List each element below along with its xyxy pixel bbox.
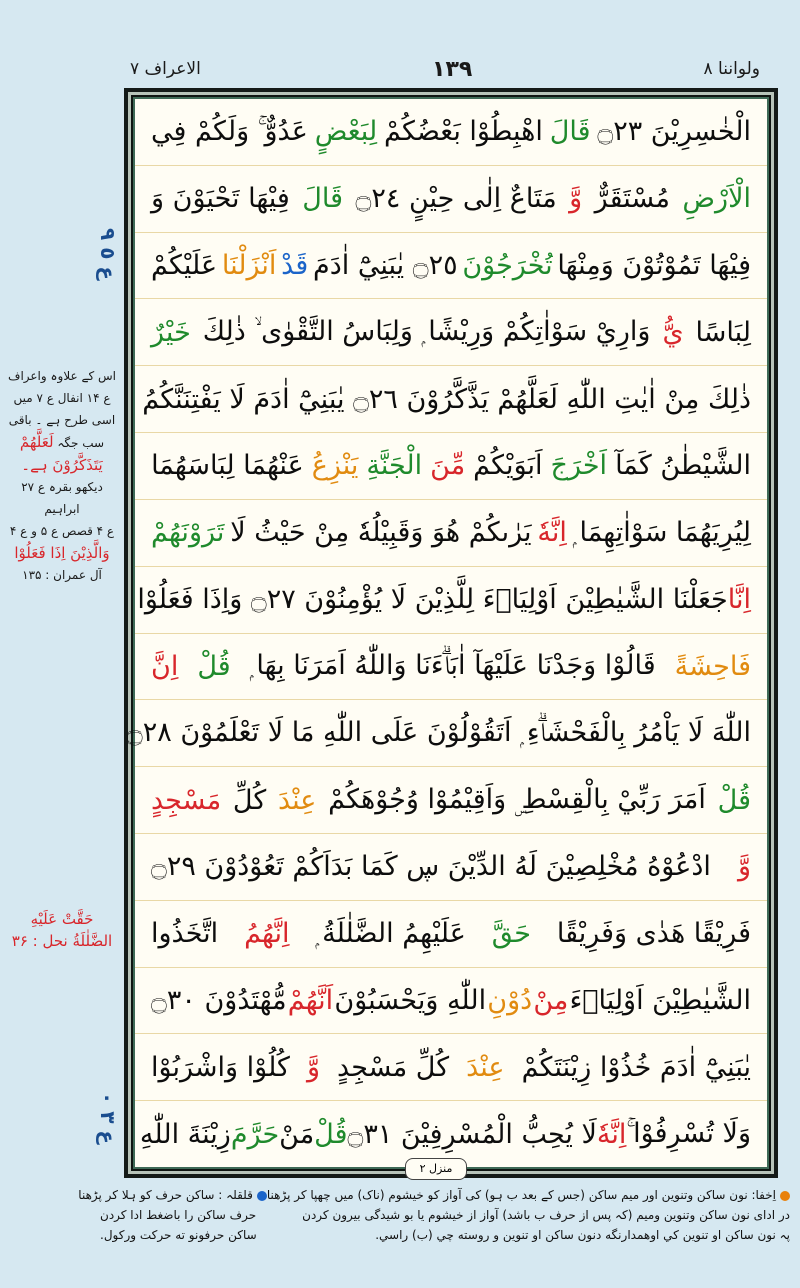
mushaf-frame (124, 88, 778, 1178)
text-segment: اَنَّهُمْ (287, 984, 334, 1016)
note-line: آل عمران : ۱۳۵ (22, 568, 102, 582)
text-segment: فَرِيْقًا هَدٰى وَفَرِيْقًا (556, 918, 751, 950)
text-line (135, 834, 767, 901)
ikhfa-rule-pashto: پہ نون ساکن او تنوین کي اوهمدارنگه دنون ساکن او تنوین و روسته چي (ب) راسي. (375, 1228, 790, 1242)
text-segment: تَرَوْنَهُمْ (151, 517, 225, 549)
text-segment: زِيْنَةَ اللّٰهِ (139, 1118, 231, 1150)
ikhfa-rule-persian: در ادای نون ساکن وتنوین ومیم (کہ پس از حرف ب باشد) آواز از خیشوم یا بو شیدگی بیرون کردن (302, 1208, 790, 1222)
text-segment: اِنَّهٗ (537, 517, 567, 549)
text-segment: لِبَاسًا (695, 316, 751, 348)
margin-note-2 (4, 908, 120, 952)
text-segment: مِّنَ (430, 450, 466, 482)
text-segment: قُلْ (197, 650, 231, 682)
text-segment: كُلُوْا وَاشْرَبُوْا (151, 1051, 290, 1083)
page-header (130, 52, 760, 86)
note-line: ع ۴ قصص ع ۵ و ع ۴ (9, 524, 115, 538)
text-segment: وَلَا تُسْرِفُوْا ۚ (626, 1118, 751, 1150)
text-segment: الْاَرْضِ (682, 183, 751, 215)
ruku-marker-bottom: ع ٣ ٠ (96, 1092, 120, 1145)
text-segment: الْخٰسِرِيْنَ ۝٢٣ (597, 116, 751, 148)
text-segment: عَلَيْهِمُ الضَّلٰلَةُ ۭ (315, 917, 466, 949)
text-line (135, 166, 767, 233)
text-segment: يٰبَنِيْٓ اٰدَمَ خُذُوْا زِيْنَتَكُمْ (521, 1051, 751, 1083)
text-segment: اَمَرَ رَبِّيْ بِالْقِسْطِ ۣ وَاَقِيْمُوْا وُجُوْهَكُمْ (328, 784, 706, 816)
text-segment: يَرٰىكُمْ هُوَ وَقَبِيْلُهٗ مِنْ حَيْثُ لَا (230, 517, 532, 549)
text-segment: عَنْهُمَا لِبَاسَهُمَا (151, 450, 304, 482)
text-segment: حَقَّ (491, 918, 531, 950)
text-segment: الْجَنَّةِ (366, 450, 423, 482)
text-line (135, 500, 767, 567)
text-segment: اَخْرَجَ (550, 450, 608, 482)
text-segment: كُلِّ مَسْجِدٍ (337, 1051, 450, 1083)
note-highlight: الضَّلٰلَةُ نحل : ۳۶ (11, 932, 113, 950)
text-segment: لِيُرِيَهُمَا سَوْاٰتِهِمَا ۭ (572, 516, 751, 548)
note-line: اسی طرح ہے ۔ باقی (8, 413, 116, 427)
margin-note-1 (4, 365, 120, 586)
text-line (135, 233, 767, 300)
text-line (135, 901, 767, 968)
text-line (135, 567, 767, 634)
text-segment: ۝٢٥ يٰبَنِيْٓ اٰدَمَ (313, 250, 458, 282)
text-segment: اِنَّ (151, 650, 179, 682)
text-segment: مُسْتَقَرٌّ (594, 183, 670, 215)
text-segment: قُلْ (314, 1118, 348, 1150)
text-segment: يُّ (662, 316, 684, 348)
qalqala-rule-pashto: ساکن حرفونو ته حرکت ورکول. (100, 1228, 257, 1242)
text-segment: لِبَعْضٍ (314, 116, 378, 148)
manzil-marker: منزل ۲ (405, 1158, 467, 1180)
text-segment: عِنْدَ (466, 1051, 505, 1083)
note-highlight: وَالَّذِيْنَ اِذَا فَعَلُوْا (14, 544, 110, 562)
text-segment: يَنْزِعُ (311, 450, 359, 482)
text-segment: اِنَّهٗ (596, 1118, 627, 1150)
text-line (135, 433, 767, 500)
quran-text-page (126, 97, 769, 1169)
text-segment: مِنْ (533, 984, 569, 1016)
text-segment: جَعَلْنَا الشَّيٰطِيْنَ اَوْلِيَاۗءَ لِلَّذِيْنَ لَا يُؤْمِنُوْنَ ۝٢٧ وَاِذَا فَعَلُوْا (137, 584, 728, 616)
text-line (135, 767, 767, 834)
text-segment: فِيْهَا تَحْيَوْنَ وَ (151, 183, 290, 215)
text-segment: وَّ (306, 1051, 320, 1083)
blue-dot-icon (257, 1191, 267, 1201)
juz-name: ولواننا ۸ (703, 59, 760, 79)
text-segment: وَّ (737, 851, 751, 883)
text-segment: اَبَوَيْكُمْ (473, 450, 543, 482)
text-line (135, 366, 767, 433)
text-segment: حَرَّمَ (230, 1118, 280, 1150)
text-segment: اِنَّا (727, 584, 751, 616)
text-segment: عَدُوٌّ ۚ وَلَكُمْ فِي (151, 115, 308, 147)
note-line: سب جگہ (57, 436, 105, 450)
surah-name: الاعراف ۷ (130, 59, 201, 79)
note-line: ع ۱۴ انفال ع ۷ میں (13, 391, 111, 405)
text-segment: كُلِّ (232, 784, 267, 816)
note-line: اس کے علاوہ واعراف (8, 369, 116, 383)
text-segment: قَالَ (549, 116, 591, 148)
note-highlight: حَقَّتْ عَلَيْهِ (30, 910, 94, 928)
ikhfa-rule: اِخفا: نون ساکن وتنوین اور میم ساکن (جس کے بعد ب ہو) کی آواز کو خیشوم (ناک) میں چھپا کر پڑھنا (267, 1188, 790, 1202)
text-segment: اللّٰهِ وَيَحْسَبُوْنَ (334, 984, 487, 1016)
text-segment: اللّٰهَ لَا يَاْمُرُ بِالْفَحْشَاۗءِ ۭ اَتَقُوْلُوْنَ عَلَى اللّٰهِ مَا لَا تَعْلَمُوْنَ ۝٢٨ (126, 717, 751, 749)
text-segment: ذٰلِكَ مِنْ اٰيٰتِ اللّٰهِ لَعَلَّهُمْ يَذَّكَّرُوْنَ ۝٢٦ يٰبَنِيْٓ اٰدَمَ لَا يَفْتِنَنَّكُمُ (142, 383, 751, 415)
text-segment: فِيْهَا تَمُوْتُوْنَ وَمِنْهَا (557, 250, 751, 282)
tajweed-footer (78, 1188, 790, 1242)
text-segment: مَتَاعٌ اِلٰى حِيْنٍ ۝٢٤ (355, 183, 557, 215)
text-segment: اَنْزَلْنَا (221, 250, 277, 282)
text-segment: قَالُوْا وَجَدْنَا عَلَيْهَآ اٰبَاۗءَنَا وَاللّٰهُ اَمَرَنَا بِهَا ۭ (249, 650, 656, 682)
qalqala-rule-persian: حرف ساکن را باضغط ادا کردن (100, 1208, 257, 1222)
note-line: دیکھو بقرہ ع ۲۷ ابراہیم (21, 480, 103, 516)
text-segment: قَالَ (302, 183, 344, 215)
text-segment: وَارِيْ سَوْاٰتِكُمْ وَرِيْشًا ۭ وَلِبَاسُ التَّقْوٰى ۙ ذٰلِكَ (202, 316, 651, 348)
text-segment: اِنَّهُمُ (244, 918, 290, 950)
ruku-marker-top: ع ٥ ۹ (96, 228, 120, 281)
text-segment: قَدْ (281, 250, 309, 282)
note-highlight: يَتَذَكَّرُوْنَ ہے۔ (21, 456, 103, 474)
text-segment: عَلَيْكُمْ (151, 250, 218, 282)
text-segment: فَاحِشَةً (674, 650, 751, 682)
qalqala-rule: قلقلہ : ساکن حرف کو ہلا کر پڑھنا (78, 1188, 267, 1202)
text-segment: تُخْرَجُوْنَ (462, 250, 553, 282)
text-segment: الشَّيْطٰنُ كَمَآ (615, 450, 751, 482)
text-segment: قُلْ (717, 784, 751, 816)
text-line (135, 634, 767, 701)
text-segment: اتَّخَذُوا (151, 918, 219, 950)
text-segment: مَسْجِدٍ (151, 784, 222, 816)
note-highlight: لَعَلَّهُمْ (19, 433, 54, 451)
text-segment: الشَّيٰطِيْنَ اَوْلِيَاۗءَ (569, 984, 751, 1016)
text-line (135, 99, 767, 166)
text-segment: لَا يُحِبُّ الْمُسْرِفِيْنَ ۝٣١ (347, 1118, 597, 1150)
orange-dot-icon (780, 1191, 790, 1201)
page-number: ١٣٩ (432, 56, 473, 82)
text-line (135, 299, 767, 366)
text-segment: مُّهْتَدُوْنَ ۝٣٠ (151, 984, 287, 1016)
text-segment: ادْعُوْهُ مُخْلِصِيْنَ لَهُ الدِّيْنَ ڛ كَمَا بَدَاَكُمْ تَعُوْدُوْنَ ۝٢٩ (151, 851, 711, 883)
text-segment: مَنْ (279, 1118, 315, 1150)
text-segment: عِنْدَ (277, 784, 317, 816)
text-line (126, 700, 767, 767)
text-segment: دُوْنِ (487, 984, 533, 1016)
text-line (135, 1034, 767, 1101)
text-line (135, 968, 767, 1035)
text-segment: وَّ (569, 183, 583, 215)
text-segment: اهْبِطُوْا بَعْضُكُمْ (384, 116, 543, 148)
text-segment: خَيْرٌ (151, 316, 191, 348)
